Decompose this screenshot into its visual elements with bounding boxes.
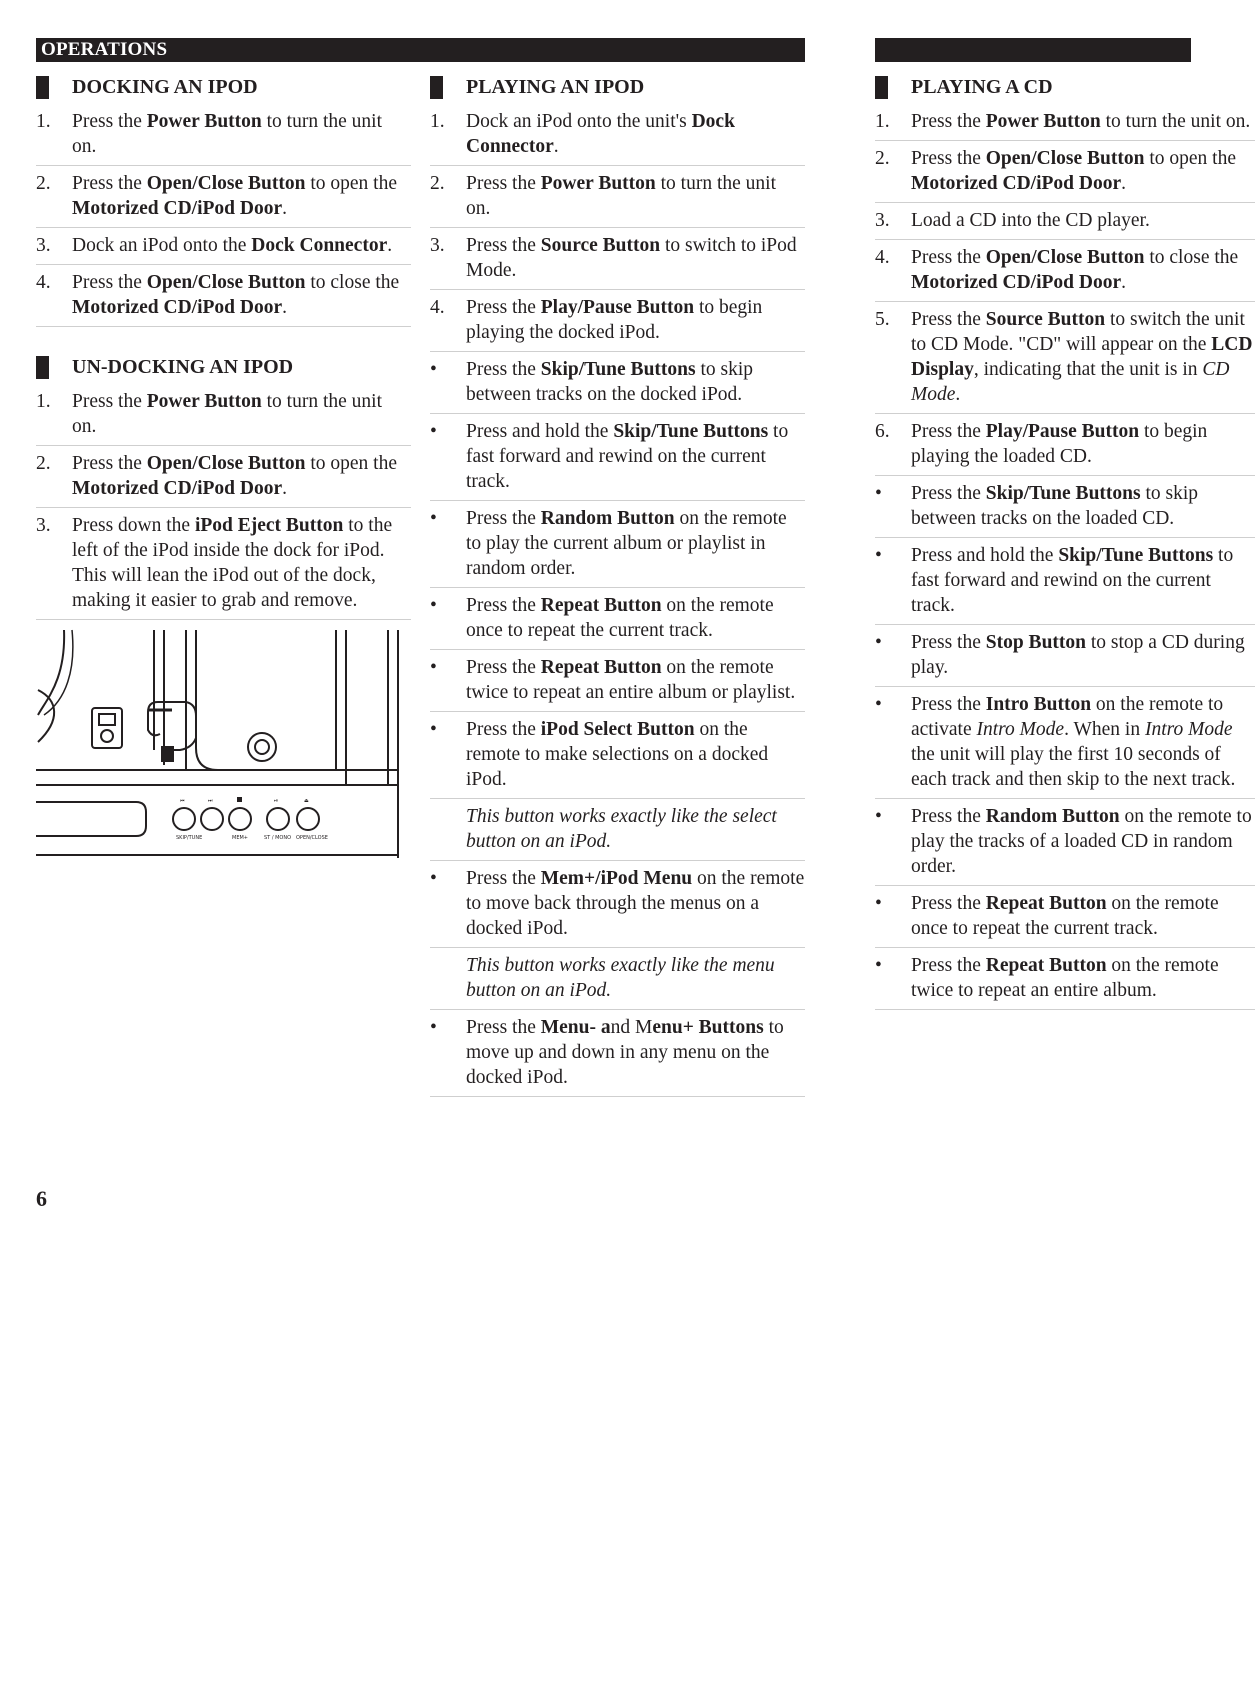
section-header-bar [36,38,805,62]
step-number: 1. [36,111,51,132]
page-number: 6 [36,1186,47,1211]
section-marker [36,76,49,99]
step-number [430,953,466,1003]
text-run: to skip between tracks on the loaded CD. [911,483,1199,529]
step-number: • [875,694,882,715]
step-number: 3. [36,235,51,256]
note-item [430,948,805,1010]
bold-term: Motorized CD/iPod Door [911,272,1122,293]
bold-term: Skip/Tune Buttons [985,483,1141,504]
step-item [430,352,805,414]
text-run: to switch to iPod Mode. [466,235,797,281]
bold-term: enu+ Buttons [652,1017,764,1038]
text-run: Press the [466,719,541,740]
text-run: Press the [911,421,986,442]
step-text [72,171,411,221]
text-run: on the remote to play the current album or playlist in random order. [466,508,787,579]
step-number: 1. [875,111,890,132]
text-run: to turn the unit on. [466,173,777,219]
text-run: Press the [911,955,986,976]
step-item [875,141,1255,203]
step-number: 4. [36,272,51,293]
step-number: 2. [430,173,445,194]
text-run: Press the [911,632,986,653]
text-run: on the remote to activate [911,694,1224,740]
text-run: Press the [72,111,147,132]
text-run: , indicating that the unit is in [973,359,1203,380]
bold-term: Motorized CD/iPod Door [72,297,283,318]
text-run: Press the [466,595,541,616]
step-number: 2. [36,173,51,194]
text-run: . [1121,173,1126,194]
section-heading-undocking [36,354,411,380]
section-title: PLAYING AN IPOD [466,76,645,98]
step-number: 3. [430,235,445,256]
step-text [72,233,411,258]
step-number: 1. [430,111,445,132]
svg-text:⏏: ⏏ [304,798,309,804]
step-item [875,104,1255,141]
step-text [911,804,1255,879]
step-text [466,171,805,221]
text-run: on the remote to play the tracks of a loaded CD in random order. [911,806,1252,877]
step-text [466,506,805,581]
text-run: Press the [72,391,147,412]
bold-term: Motorized CD/iPod Door [911,173,1122,194]
bold-term: Play/Pause Button [540,297,695,318]
step-item [430,650,805,712]
text-run: to switch the unit to CD Mode. "CD" will appear on the [911,309,1245,355]
text-run: nd M [610,1017,653,1038]
step-text [911,630,1255,680]
step-item [430,290,805,352]
text-run: to begin playing the docked iPod. [466,297,763,343]
text-run: to close the [1144,247,1239,268]
step-item [36,166,411,228]
bold-term: Power Button [540,173,656,194]
playing-cd-steps [875,104,1255,1010]
text-run: to open the [305,173,398,194]
step-number: • [875,806,882,827]
step-item [875,414,1255,476]
text-run: This button works exactly like the menu button on an iPod. [466,955,775,1001]
text-run: Press the [466,657,541,678]
text-run: Press the [911,806,986,827]
step-text [911,481,1255,531]
step-number: 6. [875,421,890,442]
step-number: 3. [875,210,890,231]
bold-term: Repeat Button [540,595,662,616]
text-run: on the remote to move back through the menus on a docked iPod. [466,868,805,939]
text-run: . [282,297,287,318]
text-run: to open the [1144,148,1237,169]
step-text [466,593,805,643]
step-item [875,948,1255,1010]
step-item [430,414,805,501]
step-text [911,109,1255,134]
section-heading-docking [36,74,411,100]
text-run: to turn the unit on. [72,111,383,157]
note-item [430,799,805,861]
step-item [875,625,1255,687]
bold-term: Dock Connector [466,111,735,157]
text-run: . [387,235,393,256]
bold-term: Power Button [146,391,262,412]
text-run: on the remote once to repeat the current track. [466,595,774,641]
text-run: to fast forward and rewind on the current track. [911,545,1234,616]
step-item [36,228,411,265]
text-run: Press the [466,359,541,380]
bold-term: Intro Button [985,694,1092,715]
step-number: 4. [875,247,890,268]
text-run: Press the [466,508,541,529]
skip-tune-label: SKIP/TUNE [176,835,203,841]
docking-steps [36,104,411,327]
step-item [875,538,1255,625]
text-run: . [553,136,559,157]
step-number: • [875,955,882,976]
text-run: Press down the [72,515,195,536]
svg-text:⏭: ⏭ [208,798,213,804]
italic-term: Intro Mode [976,719,1065,740]
undocking-steps [36,384,411,620]
step-item [430,166,805,228]
bold-term: Source Button [540,235,661,256]
bold-term: Open/Close Button [146,453,306,474]
text-run: Press the [466,235,541,256]
text-run: to turn the unit on. [1100,111,1251,132]
text-run: Press the [466,1017,541,1038]
bold-term: Skip/Tune Buttons [540,359,696,380]
step-item [430,104,805,166]
playing-ipod-steps [430,104,805,1097]
section-header-title: OPERATIONS [41,39,168,60]
step-text [911,307,1255,407]
bold-term: Open/Close Button [985,148,1145,169]
bold-term: iPod Select Button [540,719,695,740]
step-number: 2. [36,453,51,474]
step-item [875,799,1255,886]
svg-text:⏯: ⏯ [274,798,279,804]
step-text [466,655,805,705]
step-number: 5. [875,309,890,330]
section-heading-playing-cd [875,74,1191,100]
ipod-eject-illustration [36,630,411,865]
step-text [911,208,1255,233]
step-text [911,419,1255,469]
step-text [911,953,1255,1003]
step-text [911,692,1255,792]
step-text [72,270,411,320]
section-header-bar-right [875,38,1191,62]
text-run: This button works exactly like the select button on an iPod. [466,806,777,852]
bold-term: Open/Close Button [146,173,306,194]
step-number: • [875,893,882,914]
st-mono-label: ST / MONO [264,835,292,841]
bold-term: Open/Close Button [146,272,306,293]
bold-term: Skip/Tune Buttons [613,421,769,442]
column-right [875,74,1253,1074]
step-item [430,712,805,799]
bold-term: Power Button [146,111,262,132]
step-item [875,476,1255,538]
text-run: Dock an iPod onto the unit's [466,111,692,132]
section-marker [36,356,49,379]
step-text [466,295,805,345]
column-left [36,74,411,865]
step-item [36,384,411,446]
bold-term: Power Button [985,111,1101,132]
dock-line-drawing [36,630,411,865]
text-run: . [955,384,961,405]
step-number: • [430,359,437,380]
bold-term: Dock Connector [251,235,388,256]
text-run: Press the [911,483,986,504]
text-run: to move up and down in any menu on the docked iPod. [466,1017,784,1088]
text-run: Press and hold the [911,545,1059,566]
text-run: . When in [1064,719,1145,740]
bold-term: Open/Close Button [985,247,1145,268]
bold-term: Stop Button [985,632,1086,653]
bold-term: Source Button [985,309,1106,330]
text-run: Press the [911,309,986,330]
step-number: • [430,719,437,740]
step-number: • [430,868,437,889]
step-item [875,203,1255,240]
step-text [466,804,805,854]
bold-term: Mem+/iPod Menu [540,868,693,889]
text-run: Press the [911,694,986,715]
step-number: 4. [430,297,445,318]
step-text [911,891,1255,941]
step-text [466,233,805,283]
step-text [466,357,805,407]
step-item [430,501,805,588]
step-text [466,953,805,1003]
bold-term: iPod Eject Button [194,515,344,536]
step-number: • [875,545,882,566]
step-number: • [430,595,437,616]
step-number: • [875,483,882,504]
bold-term: Random Button [540,508,675,529]
text-run: to begin playing the loaded CD. [911,421,1208,467]
text-run: Press the [72,453,147,474]
bold-term: LCD Display [911,334,1253,380]
text-run: Press the [72,272,147,293]
step-item [430,861,805,948]
text-run: Press the [911,247,986,268]
step-number [430,804,466,854]
step-item [875,886,1255,948]
bold-term: Repeat Button [985,955,1107,976]
section-title: PLAYING A CD [911,76,1053,98]
step-text [466,717,805,792]
step-number: 3. [36,515,51,536]
step-item [875,302,1255,414]
text-run: Press the [466,173,541,194]
text-run: Press the [466,297,541,318]
bold-term: Repeat Button [540,657,662,678]
step-item [430,1010,805,1097]
bold-term: Random Button [985,806,1120,827]
step-text [72,109,411,159]
step-text [466,866,805,941]
step-text [911,245,1255,295]
step-item [875,240,1255,302]
step-text [466,109,805,159]
text-run: Press the [72,173,147,194]
text-run: . [1121,272,1126,293]
step-text [466,1015,805,1090]
section-heading-playing-ipod [430,74,805,100]
step-text [72,389,411,439]
mem-label: MEM+ [232,835,248,841]
bold-term: Menu- a [540,1017,611,1038]
step-text [911,543,1255,618]
text-run: Press the [911,148,986,169]
text-run: the unit will play the first 10 seconds of each track and then skip to the next track. [911,744,1236,790]
text-run: on the remote twice to repeat an entire album. [911,955,1219,1001]
text-run: . [282,198,287,219]
text-run: Press the [911,893,986,914]
bold-term: Motorized CD/iPod Door [72,198,283,219]
open-close-label: OPEN/CLOSE [296,835,328,841]
step-number: • [430,657,437,678]
bold-term: Repeat Button [985,893,1107,914]
text-run: on the remote once to repeat the current track. [911,893,1219,939]
step-item [875,687,1255,799]
column-middle [430,74,805,1097]
step-number: • [430,508,437,529]
text-run: on the remote to make selections on a docked iPod. [466,719,769,790]
step-number: • [875,632,882,653]
step-text [911,146,1255,196]
svg-text:⏮: ⏮ [180,798,185,804]
text-run: to open the [305,453,398,474]
step-item [36,104,411,166]
text-run: to turn the unit on. [72,391,383,437]
bold-term: Motorized CD/iPod Door [72,478,283,499]
text-run: on the remote twice to repeat an entire album or playlist. [466,657,796,703]
step-number: • [430,421,437,442]
step-number: 1. [36,391,51,412]
text-run: to skip between tracks on the docked iPod. [466,359,754,405]
bold-term: Skip/Tune Buttons [1058,545,1214,566]
step-text [72,513,411,613]
step-number: 2. [875,148,890,169]
text-run: to the left of the iPod inside the dock for iPod. This will lean the iPod out of the dock, making it easier to grab and remove. [72,515,393,611]
text-run: Press and hold the [466,421,614,442]
italic-term: Intro Mode [1144,719,1233,740]
section-title: UN-DOCKING AN IPOD [72,356,294,378]
step-item [36,508,411,620]
step-number: • [430,1017,437,1038]
step-item [36,446,411,508]
text-run: to close the [305,272,400,293]
section-marker [875,76,888,99]
bold-term: Play/Pause Button [985,421,1140,442]
section-title: DOCKING AN IPOD [72,76,258,98]
section-marker [430,76,443,99]
text-run: to stop a CD during play. [911,632,1245,678]
step-item [430,588,805,650]
step-item [36,265,411,327]
italic-term: CD Mode [911,359,1230,405]
step-text [72,451,411,501]
text-run: Press the [911,111,986,132]
text-run: to fast forward and rewind on the current track. [466,421,789,492]
text-run: Dock an iPod onto the [72,235,252,256]
text-run: . [282,478,287,499]
step-text [466,419,805,494]
text-run: Load a CD into the CD player. [911,210,1150,231]
text-run: Press the [466,868,541,889]
step-item [430,228,805,290]
